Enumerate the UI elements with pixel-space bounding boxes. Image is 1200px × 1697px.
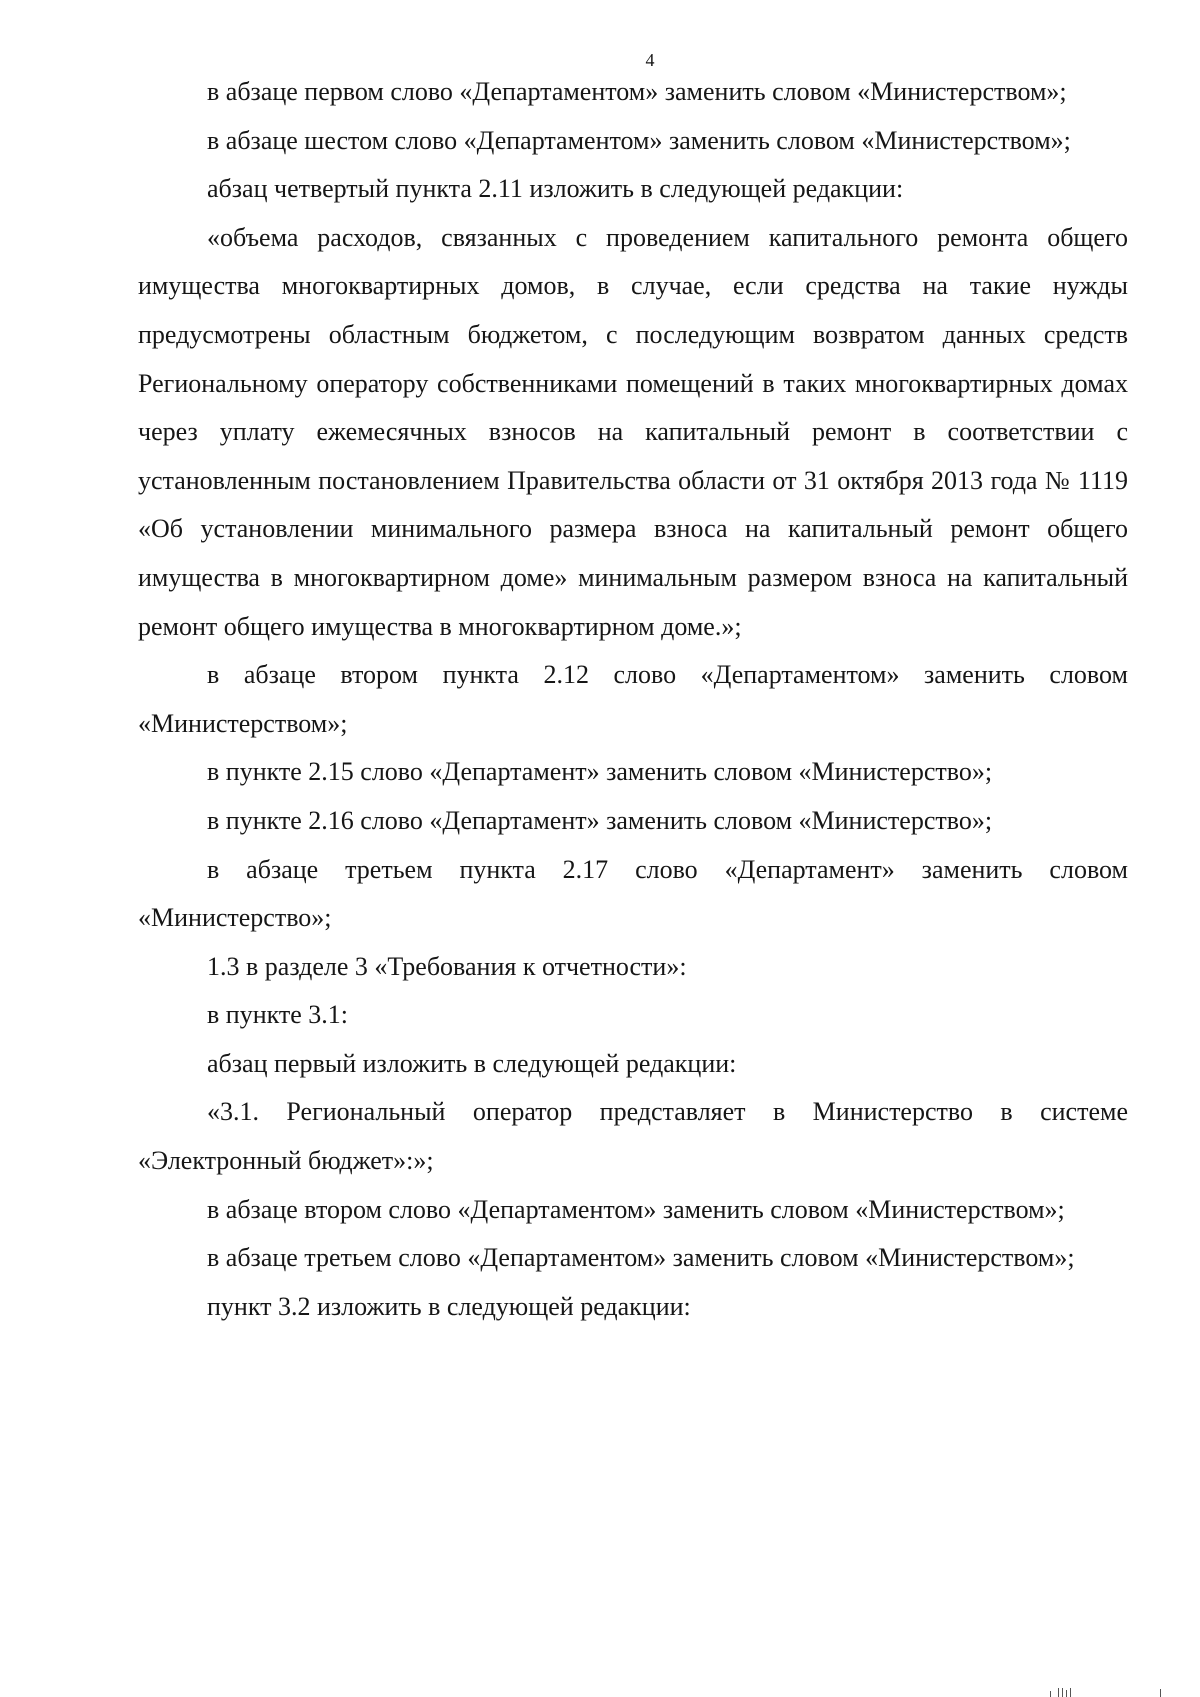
paragraph: пункт 3.2 изложить в следующей редакции: [207, 1291, 691, 1321]
paragraph: в абзаце третьем слово «Департаментом» заменить словом «Министерством»; [207, 1243, 1075, 1273]
paragraph: в пункте 3.1: [207, 1000, 349, 1030]
paragraph: 1.3 в разделе 3 «Требования к отчетности»: [207, 951, 687, 981]
paragraph: в абзаце первом слово «Департаментом» заменить словом «Министерством»; [207, 77, 1067, 106]
document-body [138, 68, 1128, 1331]
paragraph: в абзаце втором слово «Департаментом» заменить словом «Министерством»; [207, 1194, 1065, 1224]
paragraph: в абзаце третьем пункта 2.17 слово «Департамент» заменить словом «Министерство»; [138, 854, 1128, 933]
scan-artifact-marks [1040, 1683, 1200, 1697]
paragraph: в абзаце шестом слово «Департаментом» заменить словом «Министерством»; [207, 125, 1071, 155]
page-number: 4 [645, 50, 655, 70]
paragraph: абзац четвертый пункта 2.11 изложить в следующей редакции: [207, 174, 904, 204]
paragraph: в пункте 2.15 слово «Департамент» заменить словом «Министерство»; [207, 757, 993, 787]
paragraph: абзац первый изложить в следующей редакции: [207, 1048, 737, 1078]
paragraph: «3.1. Региональный оператор представляет в Министерство в системе «Электронный бюджет»:»; [138, 1097, 1128, 1176]
paragraph: в абзаце втором пункта 2.12 слово «Департаментом» заменить словом «Министерством»; [138, 660, 1128, 738]
paragraph: «объема расходов, связанных с проведением капитального ремонта общего имущества многоквартирных домов, в случае, если средства на такие нужды предусмотрены областным бюджетом, с последующим возвратом данных средств Региональному оператору собственниками помещений в таких многоквартирных домах через уплату ежемесячных взносов на капитальный ремонт в соответствии с установленным постановлением Правительства области от 31 октября 2013 года № 1119 «Об установлении минимального размера взноса на капитальный ремонт общего имущества в многоквартирном доме» минимальным размером взноса на капитальный ремонт общего имущества в многоквартирном доме.»; [138, 222, 1128, 641]
paragraph: в пункте 2.16 слово «Департамент» заменить словом «Министерство»; [207, 805, 993, 835]
